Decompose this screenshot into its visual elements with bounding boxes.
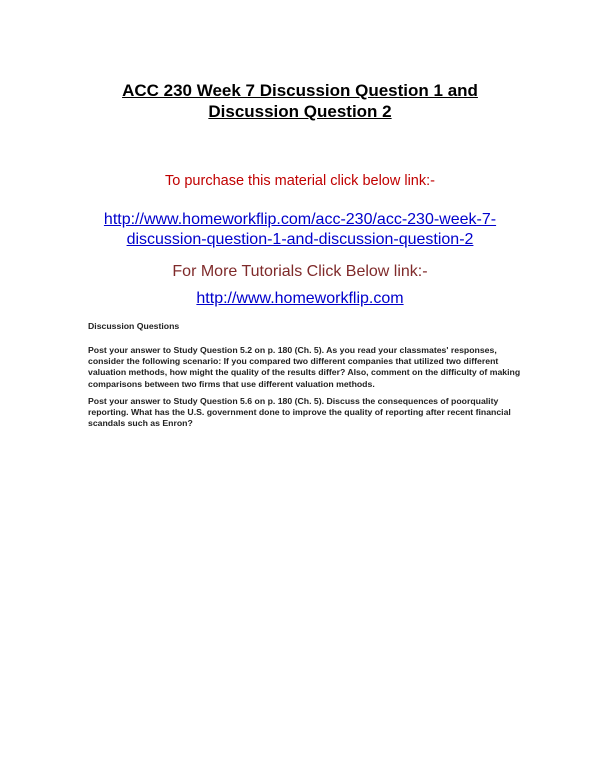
discussion-question-1: Post your answer to Study Question 5.2 on p. 180 (Ch. 5). As you read your classmates' responses, consider the following scenario: If you compared two different companies that utilized two different valuation methods, how might the quality of the results differ? Also, comment on the difficulty of making comparisons between two firms that use different valuation methods.	[88, 345, 521, 389]
section-heading: Discussion Questions	[88, 321, 180, 331]
purchase-link-line-2[interactable]: discussion-question-1-and-discussion-question-2	[126, 231, 474, 248]
document-title-line-2: Discussion Question 2	[208, 102, 392, 121]
discussion-question-2: Post your answer to Study Question 5.6 on p. 180 (Ch. 5). Discuss the consequences of poorquality reporting. What has the U.S. government done to improve the quality of reporting after recent financial scandals such as Enron?	[88, 396, 511, 429]
document-title-line-1: ACC 230 Week 7 Discussion Question 1 and	[122, 81, 478, 100]
purchase-link-line-1[interactable]: http://www.homeworkflip.com/acc-230/acc-230-week-7-	[103, 211, 497, 228]
tutorials-prompt: For More Tutorials Click Below link:-	[172, 263, 428, 280]
tutorials-link[interactable]: http://www.homeworkflip.com	[196, 290, 404, 307]
purchase-prompt: To purchase this material click below link:-	[165, 173, 435, 189]
